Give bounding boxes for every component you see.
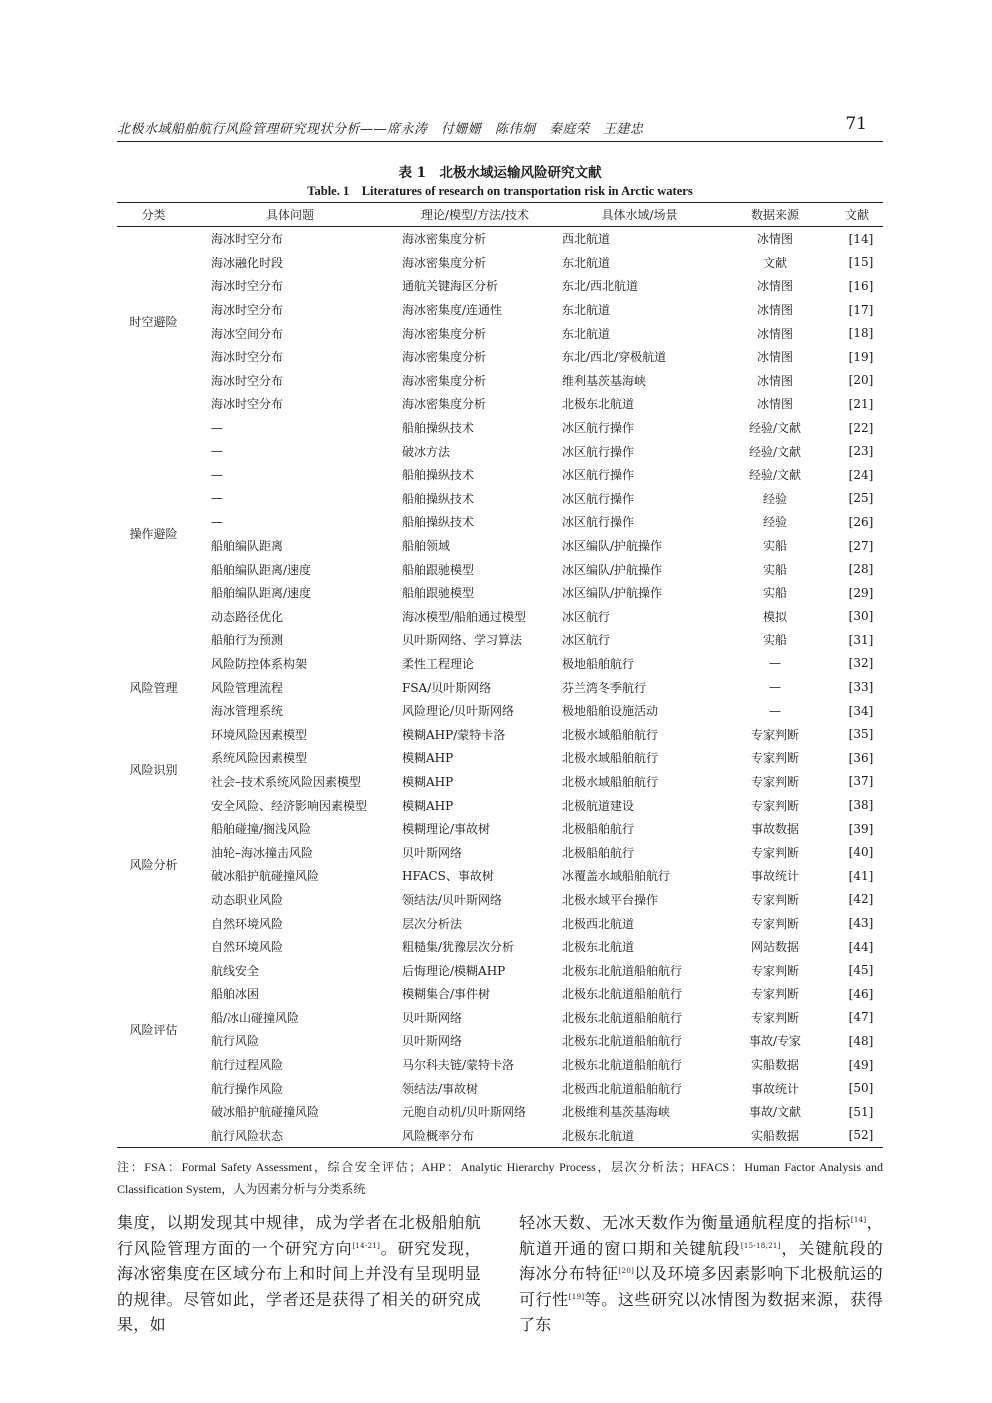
area-cell: 冰区航行操作 — [562, 491, 635, 506]
method-cell: 马尔科夫链/蒙特卡洛 — [402, 1058, 515, 1073]
table-note: 注：FSA：Formal Safety Assessment，综合安全评估；AHP：Analytic Hierarchy Process，层次分析法；HFACS：Human Factor Analysis and Classification System，人为因素分析与分类系统 — [117, 1160, 883, 1196]
table-row — [117, 1100, 883, 1124]
table-row — [117, 722, 883, 746]
issue-cell: 动态路径优化 — [211, 609, 284, 624]
area-cell: 北极水域平台操作 — [562, 892, 659, 907]
source-cell: 实船 — [762, 562, 787, 577]
reference-cell: [19] — [848, 349, 874, 364]
table-header-row — [117, 203, 883, 227]
area-cell: 极地船舶航行 — [562, 656, 635, 671]
issue-cell: — — [211, 467, 223, 482]
reference-cell: [22] — [848, 420, 874, 435]
reference-cell: [36] — [848, 750, 874, 765]
source-cell: 冰情图 — [756, 279, 793, 294]
issue-cell: 船舶编队距离 — [211, 539, 284, 554]
source-cell: 专家判断 — [750, 774, 799, 789]
source-cell: 经验 — [762, 491, 787, 506]
issue-cell: — — [211, 444, 223, 459]
method-cell: 模糊AHP — [402, 798, 454, 813]
area-cell: 维利基茨基海峡 — [562, 373, 647, 388]
source-cell: 冰情图 — [756, 350, 793, 365]
issue-cell: 船舶冰困 — [211, 987, 260, 1002]
issue-cell: 海冰空间分布 — [211, 326, 284, 341]
source-cell: 冰情图 — [756, 303, 793, 318]
table-row — [117, 251, 883, 275]
area-cell: 北极水域船舶航行 — [562, 727, 659, 742]
area-cell: 芬兰湾冬季航行 — [562, 680, 647, 695]
source-cell: 专家判断 — [750, 963, 799, 978]
issue-cell: 破冰船护航碰撞风险 — [211, 869, 320, 884]
table-row — [117, 369, 883, 393]
citation-superscript: [20] — [618, 1267, 635, 1275]
reference-cell: [29] — [848, 585, 874, 600]
table-row — [117, 770, 883, 794]
source-cell: 冰情图 — [756, 232, 793, 247]
method-cell: 破冰方法 — [402, 444, 451, 459]
reference-cell: [52] — [848, 1128, 874, 1143]
citation-superscript: [14] — [850, 1216, 867, 1224]
table-row — [117, 699, 883, 723]
table-row — [117, 746, 883, 770]
source-cell: 经验/文献 — [748, 421, 802, 436]
column-header: 理论/模型/方法/技术 — [390, 203, 560, 227]
source-cell: 冰情图 — [756, 326, 793, 341]
source-cell: 专家判断 — [750, 751, 799, 766]
area-cell: 东北航道 — [562, 255, 611, 270]
area-cell: 东北/西北航道 — [562, 279, 639, 294]
issue-cell: 油轮–海冰撞击风险 — [211, 845, 314, 860]
method-cell: 元胞自动机/贝叶斯网络 — [402, 1105, 527, 1120]
issue-cell: 安全风险、经济影响因素模型 — [211, 798, 368, 813]
method-cell: 海冰密集度分析 — [402, 255, 487, 270]
reference-cell: [31] — [848, 632, 874, 647]
reference-cell: [17] — [848, 302, 874, 317]
issue-cell: 航线安全 — [211, 963, 260, 978]
table-row — [117, 605, 883, 629]
table-row — [117, 345, 883, 369]
area-cell: 东北航道 — [562, 326, 611, 341]
reference-cell: [42] — [848, 892, 874, 907]
body-text-segment: ，航道开通的窗口期和关键航段 — [519, 1213, 883, 1258]
issue-cell: 船舶行为预测 — [211, 633, 284, 648]
area-cell: 北极东北航道船舶航行 — [562, 1034, 683, 1049]
source-cell: 实船 — [762, 539, 787, 554]
literature-table — [117, 202, 883, 1148]
issue-cell: 海冰时空分布 — [211, 232, 284, 247]
reference-cell: [48] — [848, 1033, 874, 1048]
table-row — [117, 557, 883, 581]
source-cell: 实船 — [762, 586, 787, 601]
source-cell: 网站数据 — [750, 940, 799, 955]
table-row — [117, 675, 883, 699]
source-cell: 实船数据 — [750, 1128, 799, 1143]
method-cell: 柔性工程理论 — [402, 656, 475, 671]
table-row — [117, 628, 883, 652]
issue-cell: 海冰时空分布 — [211, 279, 284, 294]
reference-cell: [44] — [848, 939, 874, 954]
body-text-segment: 等。这些研究以冰情图为数据来源，获得了东 — [519, 1289, 883, 1334]
method-cell: 海冰密集度分析 — [402, 326, 487, 341]
area-cell: 冰区航行 — [562, 609, 611, 624]
method-cell: 模糊理论/事故树 — [402, 822, 491, 837]
source-cell: — — [769, 656, 781, 671]
source-cell: 事故数据 — [750, 822, 799, 837]
literature-table-container — [117, 202, 883, 1148]
table-row — [117, 581, 883, 605]
reference-cell: [49] — [848, 1057, 874, 1072]
citation-superscript: [14-21] — [352, 1241, 381, 1250]
source-cell: 专家判断 — [750, 987, 799, 1002]
area-cell: 北极东北航道 — [562, 1128, 635, 1143]
source-cell: 专家判断 — [750, 798, 799, 813]
method-cell: 通航关键海区分析 — [402, 279, 499, 294]
issue-cell: 破冰船护航碰撞风险 — [211, 1105, 320, 1120]
reference-cell: [50] — [848, 1081, 874, 1096]
issue-cell: 风险防控体系构架 — [211, 656, 308, 671]
source-cell: — — [769, 680, 781, 695]
method-cell: 海冰密集度分析 — [402, 232, 487, 247]
method-cell: 模糊集合/事件树 — [402, 987, 491, 1002]
category-cell: 操作避险 — [129, 527, 178, 542]
source-cell: 专家判断 — [750, 892, 799, 907]
table-row — [117, 1124, 883, 1148]
area-cell: 冰区编队/护航操作 — [562, 539, 663, 554]
citation-superscript: [15-18,21] — [740, 1241, 781, 1250]
area-cell: 北极水域船舶航行 — [562, 751, 659, 766]
reference-cell: [23] — [848, 444, 874, 459]
issue-cell: 系统风险因素模型 — [211, 751, 308, 766]
table-row — [117, 864, 883, 888]
reference-cell: [18] — [848, 326, 874, 341]
method-cell: 贝叶斯网络 — [402, 1010, 463, 1025]
area-cell: 冰区航行操作 — [562, 515, 635, 530]
reference-cell: [41] — [848, 868, 874, 883]
category-cell: 时空避险 — [129, 314, 178, 329]
table-row — [117, 1076, 883, 1100]
source-cell: — — [769, 703, 781, 718]
table-row — [117, 793, 883, 817]
reference-cell: [28] — [848, 562, 874, 577]
source-cell: 事故统计 — [750, 869, 799, 884]
area-cell: 东北航道 — [562, 303, 611, 318]
method-cell: 风险概率分布 — [402, 1128, 475, 1143]
issue-cell: 海冰时空分布 — [211, 350, 284, 365]
issue-cell: 海冰时空分布 — [211, 373, 284, 388]
source-cell: 文献 — [762, 255, 787, 270]
reference-cell: [24] — [848, 467, 874, 482]
table-row — [117, 888, 883, 912]
issue-cell: 航行风险状态 — [211, 1128, 284, 1143]
reference-cell: [37] — [848, 774, 874, 789]
area-cell: 北极船舶航行 — [562, 845, 635, 860]
method-cell: 模糊AHP — [402, 774, 454, 789]
method-cell: 船舶操纵技术 — [402, 421, 475, 436]
table-body — [117, 227, 883, 1148]
reference-cell: [47] — [848, 1010, 874, 1025]
column-header: 文献 — [831, 203, 883, 227]
area-cell: 冰区航行操作 — [562, 421, 635, 436]
category-cell: 风险识别 — [129, 763, 178, 778]
running-title: 北极水域船舶航行风险管理研究现状分析——席永涛 付姗姗 陈伟炯 秦庭荣 王建忠 — [117, 122, 644, 137]
column-header: 数据来源 — [719, 203, 831, 227]
issue-cell: 船舶碰撞/搁浅风险 — [211, 822, 312, 837]
issue-cell: 自然环境风险 — [211, 916, 284, 931]
source-cell: 事故/专家 — [748, 1034, 802, 1049]
body-text-segment: 以及环境多因素影响下北极航运的可行性 — [519, 1264, 883, 1309]
issue-cell: 船/冰山碰撞风险 — [211, 1010, 300, 1025]
reference-cell: [45] — [848, 963, 874, 978]
reference-cell: [16] — [848, 278, 874, 293]
issue-cell: 航行操作风险 — [211, 1081, 284, 1096]
reference-cell: [14] — [848, 231, 874, 246]
method-cell: 贝叶斯网络 — [402, 1034, 463, 1049]
running-header — [117, 116, 883, 140]
citation-superscript: [19] — [568, 1292, 585, 1301]
column-header: 具体水域/场景 — [560, 203, 719, 227]
column-header: 具体问题 — [190, 203, 390, 227]
body-text-segment: ，关键航段的海冰分布特征 — [519, 1238, 883, 1283]
body-text-segment: 。研究发现，海冰密集度在区域分布上和时间上并没有呈现明显的规律。尽管如此，学者还是获得了相关的研究成果，如 — [117, 1238, 481, 1334]
area-cell: 北极西北航道船舶航行 — [562, 1081, 683, 1096]
source-cell: 专家判断 — [750, 916, 799, 931]
page-number: 71 — [845, 114, 867, 134]
table-row — [117, 321, 883, 345]
table-caption-cn: 表 1 北极水域运输风险研究文献 — [398, 165, 602, 181]
issue-cell: 船舶编队距离/速度 — [211, 562, 312, 577]
reference-cell: [40] — [848, 845, 874, 860]
method-cell: 船舶操纵技术 — [402, 515, 475, 530]
column-header: 分类 — [117, 203, 190, 227]
method-cell: HFACS、事故树 — [402, 869, 494, 884]
method-cell: 模糊AHP/蒙特卡洛 — [402, 727, 506, 742]
table-row — [117, 935, 883, 959]
reference-cell: [27] — [848, 538, 874, 553]
body-text-right-column — [519, 1210, 883, 1338]
table-row — [117, 1029, 883, 1053]
reference-cell: [34] — [848, 703, 874, 718]
reference-cell: [20] — [848, 373, 874, 388]
area-cell: 北极东北航道船舶航行 — [562, 1010, 683, 1025]
table-row — [117, 911, 883, 935]
issue-cell: 海冰时空分布 — [211, 303, 284, 318]
source-cell: 经验/文献 — [748, 468, 802, 483]
category-cell: 风险分析 — [129, 857, 178, 872]
area-cell: 冰区航行操作 — [562, 468, 635, 483]
method-cell: 船舶跟驰模型 — [402, 586, 475, 601]
area-cell: 北极西北航道 — [562, 916, 635, 931]
source-cell: 专家判断 — [750, 845, 799, 860]
issue-cell: 风险管理流程 — [211, 680, 284, 695]
source-cell: 专家判断 — [750, 1010, 799, 1025]
area-cell: 北极航道建设 — [562, 798, 635, 813]
body-text-left-column — [117, 1210, 481, 1338]
area-cell: 北极船舶航行 — [562, 822, 635, 837]
method-cell: 后悔理论/模糊AHP — [402, 963, 506, 978]
table-row — [117, 439, 883, 463]
reference-cell: [26] — [848, 514, 874, 529]
issue-cell: 海冰融化时段 — [211, 255, 284, 270]
table-row — [117, 298, 883, 322]
reference-cell: [39] — [848, 821, 874, 836]
method-cell: 海冰密集度分析 — [402, 373, 487, 388]
method-cell: 船舶操纵技术 — [402, 491, 475, 506]
method-cell: FSA/贝叶斯网络 — [402, 680, 492, 695]
method-cell: 模糊AHP — [402, 751, 454, 766]
reference-cell: [33] — [848, 680, 874, 695]
body-text-segment: 集度，以期发现其中规律，成为学者在北极船舶航行风险管理方面的一个研究方向 — [117, 1213, 481, 1258]
method-cell: 贝叶斯网络 — [402, 845, 463, 860]
area-cell: 西北航道 — [562, 232, 611, 247]
reference-cell: [30] — [848, 609, 874, 624]
table-row — [117, 392, 883, 416]
reference-cell: [25] — [848, 491, 874, 506]
area-cell: 北极东北航道 — [562, 397, 635, 412]
issue-cell: 航行过程风险 — [211, 1058, 284, 1073]
method-cell: 船舶跟驰模型 — [402, 562, 475, 577]
table-row — [117, 274, 883, 298]
method-cell: 风险理论/贝叶斯网络 — [402, 704, 515, 719]
issue-cell: 海冰时空分布 — [211, 397, 284, 412]
table-row — [117, 982, 883, 1006]
issue-cell: 社会–技术系统风险因素模型 — [211, 774, 362, 789]
area-cell: 冰区编队/护航操作 — [562, 586, 663, 601]
area-cell: 冰覆盖水域船舶航行 — [562, 869, 671, 884]
method-cell: 领结法/贝叶斯网络 — [402, 892, 503, 907]
source-cell: 事故统计 — [750, 1081, 799, 1096]
table-row — [117, 1006, 883, 1030]
source-cell: 经验/文献 — [748, 444, 802, 459]
method-cell: 粗糙集/犹豫层次分析 — [402, 940, 515, 955]
area-cell: 冰区航行 — [562, 633, 611, 648]
issue-cell: — — [211, 491, 223, 506]
area-cell: 极地船舶设施活动 — [562, 704, 659, 719]
method-cell: 贝叶斯网络、学习算法 — [402, 633, 523, 648]
issue-cell: 船舶编队距离/速度 — [211, 586, 312, 601]
table-row — [117, 958, 883, 982]
area-cell: 北极东北航道船舶航行 — [562, 1058, 683, 1073]
table-row — [117, 1053, 883, 1077]
area-cell: 北极东北航道船舶航行 — [562, 987, 683, 1002]
source-cell: 事故/文献 — [748, 1105, 802, 1120]
method-cell: 海冰密集度分析 — [402, 350, 487, 365]
method-cell: 海冰模型/船舶通过模型 — [402, 609, 527, 624]
source-cell: 模拟 — [762, 609, 787, 624]
issue-cell: 环境风险因素模型 — [211, 727, 308, 742]
table-caption-en: Table. 1 Literatures of research on transportation risk in Arctic waters — [307, 184, 693, 198]
reference-cell: [38] — [848, 798, 874, 813]
body-text-segment: 轻冰天数、无冰天数作为衡量通航程度的指标 — [519, 1213, 851, 1232]
reference-cell: [51] — [848, 1104, 874, 1119]
table-row — [117, 652, 883, 676]
table-row — [117, 416, 883, 440]
issue-cell: 动态职业风险 — [211, 892, 284, 907]
issue-cell: — — [211, 514, 223, 529]
method-cell: 船舶领域 — [402, 539, 451, 554]
header-rule — [117, 141, 883, 142]
source-cell: 专家判断 — [750, 727, 799, 742]
area-cell: 冰区航行操作 — [562, 444, 635, 459]
method-cell: 海冰密集度/连通性 — [402, 303, 503, 318]
source-cell: 冰情图 — [756, 373, 793, 388]
reference-cell: [43] — [848, 916, 874, 931]
area-cell: 东北/西北/穿极航道 — [562, 350, 667, 365]
table-row — [117, 817, 883, 841]
method-cell: 海冰密集度分析 — [402, 397, 487, 412]
source-cell: 冰情图 — [756, 397, 793, 412]
reference-cell: [21] — [848, 396, 874, 411]
source-cell: 实船数据 — [750, 1058, 799, 1073]
table-row — [117, 510, 883, 534]
reference-cell: [35] — [848, 727, 874, 742]
area-cell: 冰区编队/护航操作 — [562, 562, 663, 577]
issue-cell: — — [211, 420, 223, 435]
table-row — [117, 534, 883, 558]
method-cell: 船舶操纵技术 — [402, 468, 475, 483]
area-cell: 北极水域船舶航行 — [562, 774, 659, 789]
category-cell: 风险管理 — [129, 680, 178, 695]
reference-cell: [32] — [848, 656, 874, 671]
source-cell: 经验 — [762, 515, 787, 530]
table-row — [117, 840, 883, 864]
issue-cell: 航行风险 — [211, 1034, 260, 1049]
category-cell: 风险评估 — [129, 1022, 178, 1037]
table-row — [117, 487, 883, 511]
reference-cell: [46] — [848, 986, 874, 1001]
area-cell: 北极维利基茨基海峡 — [562, 1105, 671, 1120]
table-row — [117, 463, 883, 487]
area-cell: 北极东北航道 — [562, 940, 635, 955]
source-cell: 实船 — [762, 633, 787, 648]
reference-cell: [15] — [848, 255, 874, 270]
table-row — [117, 227, 883, 251]
method-cell: 层次分析法 — [402, 916, 463, 931]
area-cell: 北极东北航道船舶航行 — [562, 963, 683, 978]
method-cell: 领结法/事故树 — [402, 1081, 479, 1096]
issue-cell: 自然环境风险 — [211, 940, 284, 955]
issue-cell: 海冰管理系统 — [211, 704, 284, 719]
